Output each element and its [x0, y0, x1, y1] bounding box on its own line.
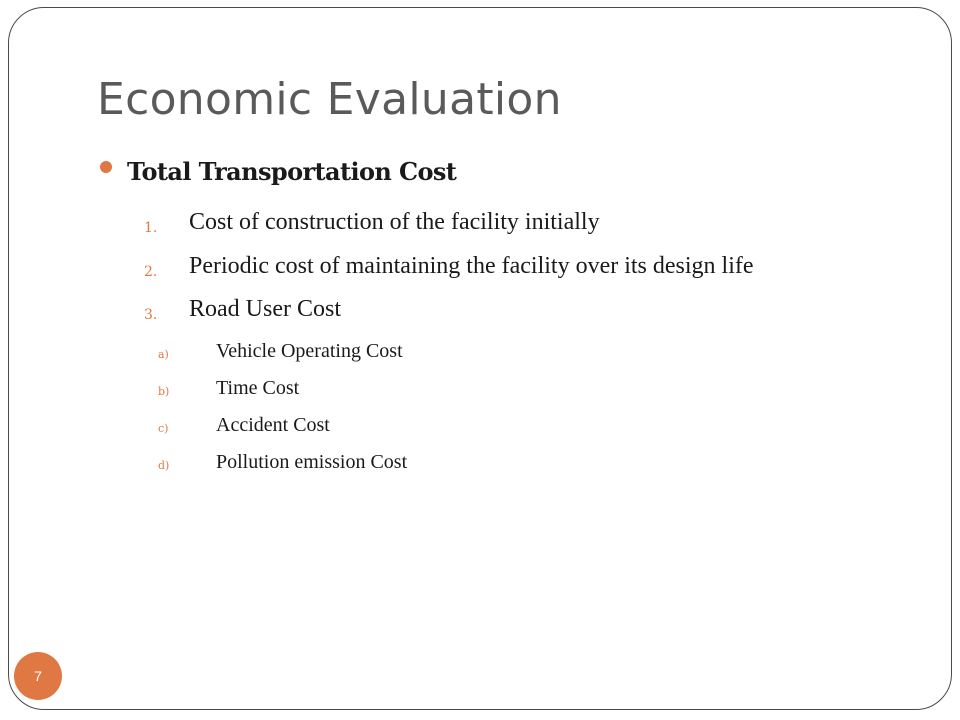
bullet-dot-icon	[100, 161, 112, 173]
page-number-badge: 7	[14, 652, 62, 700]
sub-item-vehicle-operating-cost: Vehicle Operating Cost	[216, 340, 403, 362]
bullet-total-transportation-cost: Total Transportation Cost	[127, 157, 457, 186]
numbered-marker: 2.	[144, 264, 158, 280]
sub-item-time-cost: Time Cost	[216, 377, 300, 399]
sub-item-marker: c)	[158, 422, 169, 435]
sub-item-marker: a)	[158, 348, 169, 361]
sub-item-marker: d)	[158, 459, 170, 472]
numbered-marker: 3.	[144, 307, 158, 323]
numbered-item-maintenance-cost: Periodic cost of maintaining the facility over its design life	[189, 253, 754, 279]
numbered-item-construction-cost: Cost of construction of the facility initially	[189, 209, 600, 235]
sub-item-marker: b)	[158, 385, 170, 398]
numbered-item-road-user-cost: Road User Cost	[189, 296, 341, 322]
sub-item-pollution-emission-cost: Pollution emission Cost	[216, 451, 408, 473]
sub-item-accident-cost: Accident Cost	[216, 414, 330, 436]
numbered-marker: 1.	[144, 220, 158, 236]
slide-title: Economic Evaluation	[97, 74, 562, 125]
